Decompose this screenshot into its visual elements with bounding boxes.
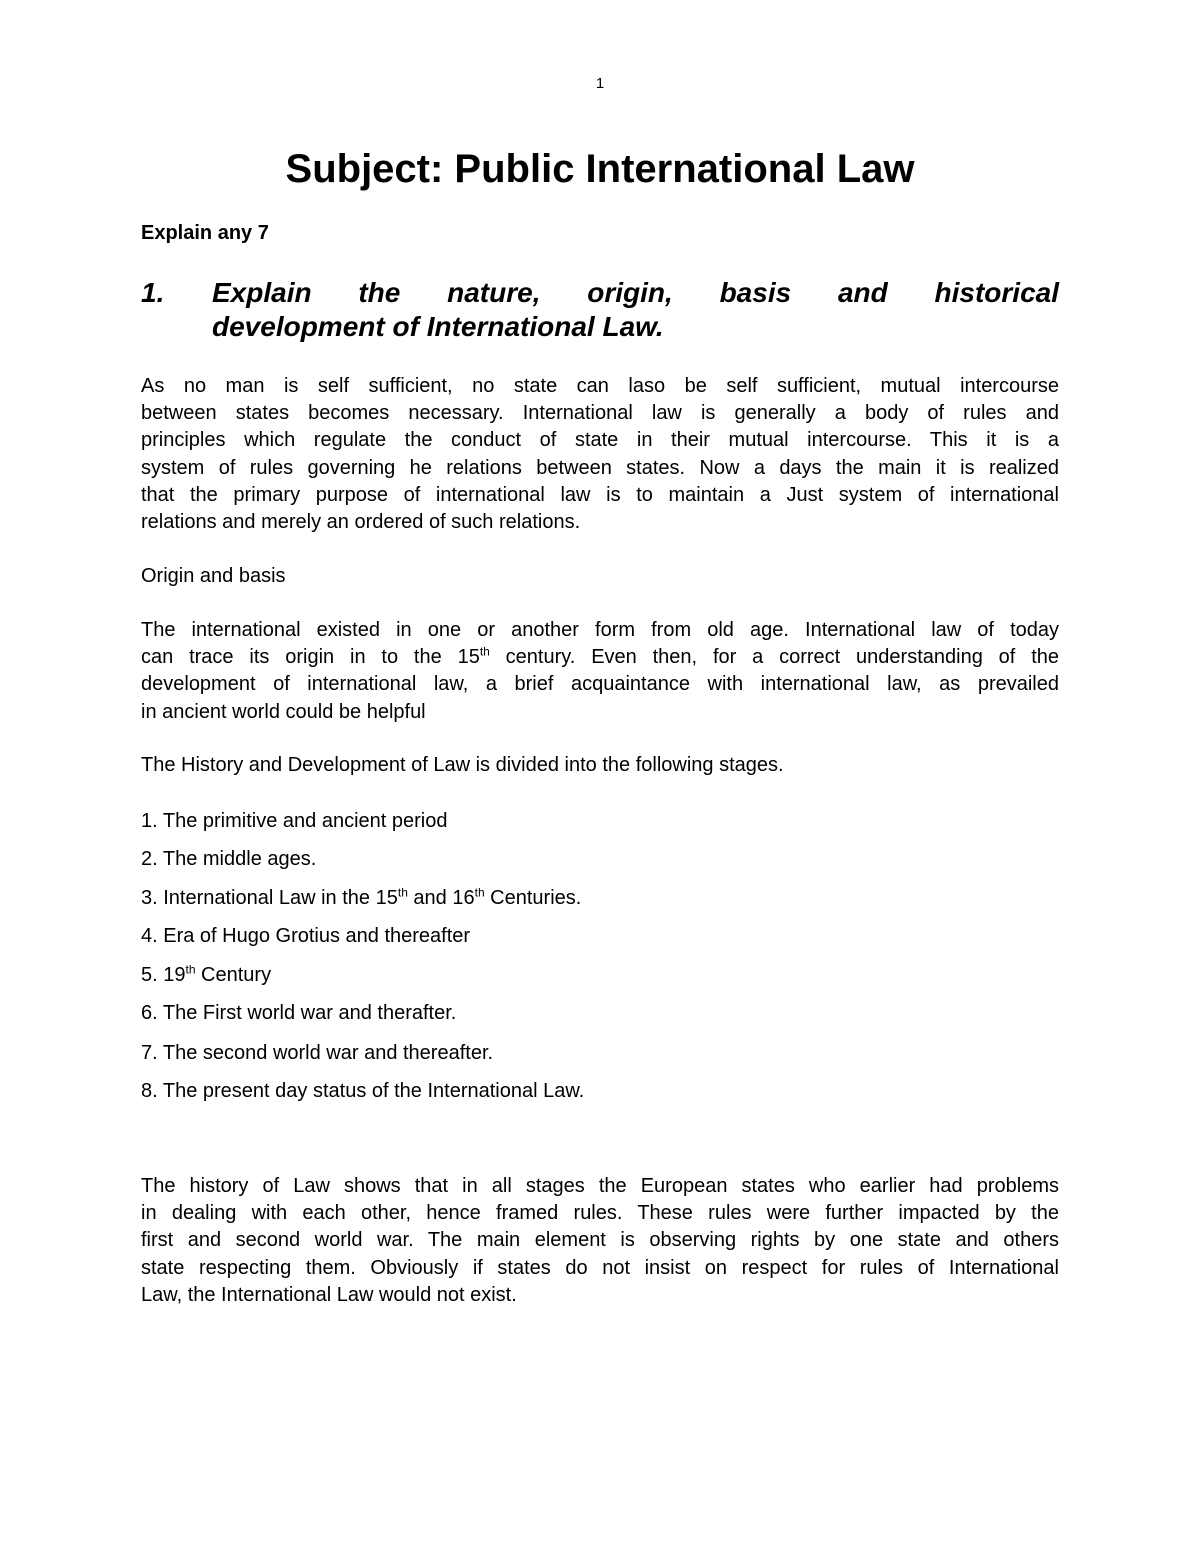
closing-paragraph bbox=[141, 1173, 1059, 1309]
paragraph-line: in dealing with each other, hence framed rules. These rules were further impacted by the bbox=[141, 1202, 1059, 1225]
list-item: 4. Era of Hugo Grotius and thereafter bbox=[141, 925, 471, 947]
stages-intro: The History and Development of Law is divided into the following stages. bbox=[141, 754, 784, 776]
paragraph-line: state respecting them. Obviously if states do not insist on respect for rules of International bbox=[141, 1256, 1059, 1279]
paragraph-line: development of international law, a brief acquaintance with international law, as prevailed bbox=[141, 673, 1059, 696]
superscript: th bbox=[185, 962, 196, 977]
list-item: 8. The present day status of the International Law. bbox=[141, 1080, 585, 1102]
instruction-text: Explain any 7 bbox=[141, 222, 269, 244]
list-item bbox=[141, 962, 271, 988]
paragraph-line: The history of Law shows that in all stages the European states who earlier had problems bbox=[141, 1175, 1059, 1197]
origin-paragraph bbox=[141, 617, 1059, 726]
paragraph-line: Law, the International Law would not exist. bbox=[141, 1283, 517, 1306]
text-run: century. Even then, for a correct understanding of the bbox=[489, 646, 1059, 669]
text-run: 5. 19 bbox=[141, 964, 186, 986]
question-number: 1. bbox=[141, 277, 165, 308]
page-number: 1 bbox=[595, 75, 605, 92]
superscript: th bbox=[397, 885, 408, 900]
superscript: th bbox=[479, 644, 490, 659]
intro-paragraph bbox=[141, 373, 1059, 536]
origin-heading: Origin and basis bbox=[141, 565, 286, 587]
paragraph-line: principles which regulate the conduct of state in their mutual intercourse. This it is a bbox=[141, 429, 1059, 452]
list-item: 2. The middle ages. bbox=[141, 848, 317, 870]
text-run: and 16 bbox=[407, 887, 475, 909]
text-run: Century bbox=[195, 964, 272, 986]
list-item bbox=[141, 885, 581, 911]
text-run: 3. International Law in the 15 bbox=[141, 887, 398, 909]
superscript: th bbox=[474, 885, 485, 900]
question-line: Explain the nature, origin, basis and historical bbox=[212, 277, 1059, 308]
paragraph-line: system of rules governing he relations between states. Now a days the main it is realized bbox=[141, 456, 1059, 479]
list-item: 6. The First world war and therafter. bbox=[141, 1002, 457, 1024]
paragraph-line bbox=[141, 644, 1059, 671]
list-item: 1. The primitive and ancient period bbox=[141, 810, 448, 832]
list-item: 7. The second world war and thereafter. bbox=[141, 1042, 494, 1064]
paragraph-line: between states becomes necessary. International law is generally a body of rules and bbox=[141, 402, 1059, 425]
paragraph-line: in ancient world could be helpful bbox=[141, 700, 426, 723]
question-line: development of International Law. bbox=[212, 311, 664, 342]
paragraph-line: first and second world war. The main element is observing rights by one state and others bbox=[141, 1229, 1059, 1252]
paragraph-line: As no man is self sufficient, no state can laso be self sufficient, mutual intercourse bbox=[141, 375, 1059, 397]
text-run: can trace its origin in to the 15 bbox=[141, 646, 480, 669]
paragraph-line: that the primary purpose of international law is to maintain a Just system of international bbox=[141, 483, 1059, 506]
question-text bbox=[212, 276, 1059, 344]
paragraph-line: The international existed in one or another form from old age. International law of today bbox=[141, 619, 1059, 641]
paragraph-line: relations and merely an ordered of such relations. bbox=[141, 511, 581, 534]
text-run: Centuries. bbox=[484, 887, 582, 909]
document-title: Subject: Public International Law bbox=[285, 147, 915, 191]
